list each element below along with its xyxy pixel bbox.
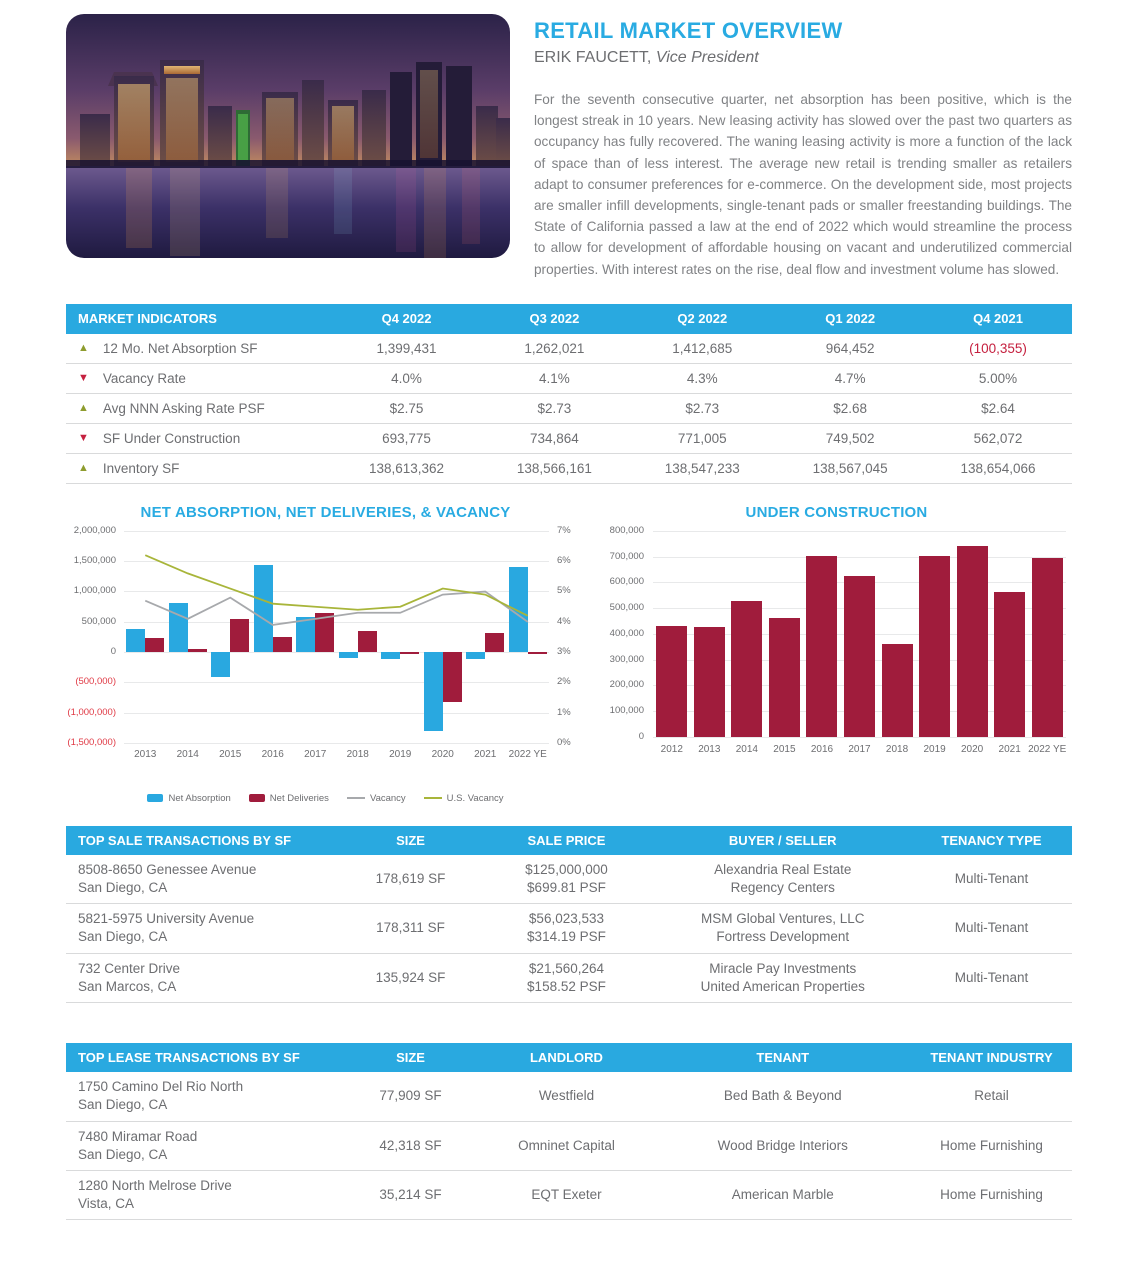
x-axis-label: 2015 [773,743,796,755]
lease-table-body [66,1072,1072,1220]
intro-column [534,14,1072,280]
legend-swatch-net-deliveries [249,794,265,802]
buyer-seller-line: Fortress Development [716,929,850,945]
left-axis-label: (1,500,000) [67,736,116,748]
sale-price-line: $125,000,000 [525,861,608,877]
bar-net-deliveries [273,637,292,652]
overview-paragraph: For the seventh consecutive quarter, net absorption has been positive, which is the longest streak in 10 years. New leasing activity has slowed over the past two quarters as occupancy has fully recovered. The waning leasing activity is more a function of the lack of space than of less interest. The average new retail is trending smaller as retailers adapt to consumer preferences for e-commerce. On the development side, most projects are smaller infill developments, single-tenant pads or smaller freestanding buildings. The State of California passed a law at the end of 2022 which would streamline the process to allow for development of affordable housing on vacant and underutilized commercial properties. With interest rates on the rise, deal flow and investment volume has slowed. [534,92,1072,277]
bar-net-deliveries [230,619,249,652]
net-absorption-chart [66,504,585,804]
buyer-seller-line: Miracle Pay Investments [709,960,857,976]
table-row [66,954,1072,1003]
size: 135,924 SF [375,969,446,985]
indicator-label: Inventory SF [102,460,180,476]
tenancy-type: Multi-Tenant [954,969,1029,985]
chart-title-left: NET ABSORPTION, NET DELIVERIES, & VACANCY [140,503,511,521]
right-axis-label: 6% [557,555,571,567]
x-axis-label: 2020 [961,743,984,755]
bar-plot-area [601,524,1072,771]
x-axis-label: 2019 [389,748,412,760]
y-axis-label: 800,000 [609,524,644,536]
gridline [124,713,549,714]
indicator-value: 4.1% [539,370,570,386]
property-address-line: 1750 Camino Del Rio North [78,1079,244,1095]
sale-price [478,910,654,946]
table-title: TOP SALE TRANSACTIONS BY SF [78,832,292,848]
legend-label: Net Deliveries [269,792,329,804]
indicator-row [66,394,1072,424]
bar-net-absorption [126,629,145,652]
property-address-line: 5821-5975 University Avenue [78,911,255,927]
indicator-value: 138,566,161 [516,460,592,476]
bar-net-absorption [169,603,188,652]
bar-under-construction [731,601,762,737]
x-axis-label: 2021 [998,743,1021,755]
indicator-value: 5.00% [978,370,1018,386]
bar-net-absorption [339,652,358,658]
tenancy-type: Multi-Tenant [954,870,1029,886]
left-axis-label: 2,000,000 [73,524,116,536]
y-axis-label: 200,000 [609,679,644,691]
tenant: American Marble [731,1187,834,1203]
market-indicators-body [66,334,1072,484]
indicator-value: 1,412,685 [672,340,733,356]
buyer-seller-line: Regency Centers [730,880,835,896]
legend-label: U.S. Vacancy [446,792,504,804]
left-axis-label: 0 [110,645,116,657]
sale-price-line: $56,023,533 [528,911,604,927]
gridline [653,557,1066,558]
bar-under-construction [694,627,725,736]
table-title: TOP LEASE TRANSACTIONS BY SF [78,1050,300,1066]
legend-item [347,793,406,804]
indicator-label: 12 Mo. Net Absorption SF [102,340,258,356]
author-role: Vice President [655,49,759,66]
buyer-seller-line: United American Properties [700,978,865,994]
y-axis-label: 300,000 [609,653,644,665]
sale-price [478,861,654,897]
indicator-value: 1,262,021 [524,340,585,356]
indicator-label-cell [66,371,333,386]
indicator-row [66,424,1072,454]
sale-table-header [66,826,1072,855]
indicator-value: 138,547,233 [664,460,740,476]
legend-label: Net Absorption [168,792,231,804]
x-axis-label: 2018 [346,748,369,760]
left-axis-label: (1,000,000) [67,706,116,718]
column-header: BUYER / SELLER [728,832,837,848]
indicator-value: $2.64 [981,400,1015,416]
byline [534,49,1072,67]
bar-net-deliveries [145,638,164,652]
bar-under-construction [919,556,950,737]
bar-under-construction [806,556,837,737]
property-address-line: San Diego, CA [78,880,168,896]
indicator-value: (100,355) [969,340,1027,356]
trend-up-icon: ▲ [78,341,89,354]
property-address [66,910,343,946]
lease-table-header [66,1043,1072,1072]
legend-item [424,793,504,804]
trend-down-icon: ▼ [78,431,89,444]
bar-net-deliveries [443,652,462,702]
bar-net-deliveries [485,633,504,652]
tenant: Bed Bath & Beyond [723,1088,842,1104]
gridline [124,531,549,532]
property-address-line: 732 Center Drive [78,960,181,976]
table-row [66,1171,1072,1220]
property-address-line: Vista, CA [78,1196,135,1212]
market-indicators-table [66,304,1072,484]
indicator-label: SF Under Construction [102,430,241,446]
size: 178,311 SF [376,920,445,936]
property-address-line: San Diego, CA [78,929,168,945]
property-address-line: 1280 North Melrose Drive [78,1178,232,1194]
column-header: TENANT [756,1050,810,1066]
y-axis-label: 600,000 [609,576,644,588]
sale-price-line: $21,560,264 [528,960,604,976]
bar-under-construction [994,592,1025,737]
x-axis-label: 2014 [176,748,199,760]
tenancy-type: Multi-Tenant [954,920,1029,936]
y-axis-label: 100,000 [609,705,644,717]
size: 77,909 SF [379,1088,442,1104]
tenant: Wood Bridge Interiors [717,1137,848,1153]
property-address [66,1128,343,1164]
tenant-industry: Retail [974,1088,1009,1104]
indicator-label: Avg NNN Asking Rate PSF [102,400,265,416]
indicator-value: $2.68 [833,400,868,416]
buyer-seller [654,960,911,996]
property-address-line: San Diego, CA [78,1097,168,1113]
bar-under-construction [1032,558,1063,737]
bar-under-construction [957,546,988,737]
trend-up-icon: ▲ [78,401,89,414]
market-indicators-header [66,304,1072,334]
indicator-value: 562,072 [973,430,1023,446]
indicator-value: 138,654,066 [960,460,1036,476]
tenant-industry: Home Furnishing [940,1137,1043,1153]
gridline [124,591,549,592]
chart-title-right: UNDER CONSTRUCTION [745,503,928,521]
property-address-line: 8508-8650 Genessee Avenue [78,861,257,877]
indicator-value: 138,613,362 [368,460,445,476]
gridline [653,531,1066,532]
quarter-header: Q1 2022 [825,311,876,327]
chart-legend [66,793,585,804]
table-row [66,1072,1072,1121]
landlord: Omninet Capital [518,1137,615,1153]
gridline [124,622,549,623]
property-address [66,1177,343,1213]
top-lease-transactions-table [66,1043,1072,1220]
bar-net-absorption [424,652,443,731]
legend-item [249,793,329,804]
property-address [66,960,343,996]
under-construction-chart [601,504,1072,804]
x-axis-label: 2018 [885,743,909,755]
right-axis-label: 3% [557,645,571,657]
bar-net-deliveries [358,631,377,652]
sale-price-line: $699.81 PSF [527,880,606,896]
bar-under-construction [882,644,913,737]
legend-swatch-u-s-vacancy [424,797,442,799]
indicator-label-cell [66,341,333,356]
size: 35,214 SF [379,1187,442,1203]
indicator-value: 693,775 [382,430,431,446]
gridline [124,743,549,744]
x-axis-label: 2013 [134,748,157,760]
bar-net-absorption [254,565,273,652]
gridline [124,682,549,683]
legend-swatch-net-absorption [147,794,163,802]
indicator-value: 4.3% [686,370,718,386]
quarter-header: Q4 2022 [381,311,432,327]
left-axis-label: 1,000,000 [73,585,116,597]
x-axis-label: 2021 [474,748,497,760]
indicator-row [66,364,1072,394]
bar-net-deliveries [400,652,419,654]
x-axis-label: 2020 [431,748,454,760]
column-header: SIZE [396,1050,425,1066]
right-axis-label: 5% [557,585,571,597]
bar-net-deliveries [528,652,547,654]
indicator-value: 734,864 [529,430,579,446]
trend-down-icon: ▼ [78,371,89,384]
sale-price-line: $314.19 PSF [527,929,606,945]
bar-net-absorption [509,567,528,652]
bar-net-deliveries [188,649,207,652]
bar-under-construction [656,626,687,737]
indicator-row [66,334,1072,364]
gridline [124,561,549,562]
gridline [124,652,549,653]
legend-item [147,793,230,804]
x-axis-label: 2019 [923,743,946,755]
landlord: EQT Exeter [531,1187,602,1203]
left-axis-label: 1,500,000 [73,555,116,567]
x-axis-label: 2022 YE [1028,743,1067,755]
x-axis-label: 2017 [848,743,871,755]
indicators-title: MARKET INDICATORS [78,311,217,327]
right-axis-label: 1% [557,706,571,718]
indicator-label-cell [66,461,333,476]
indicator-value: 771,005 [677,430,727,446]
top-sale-transactions-table [66,826,1072,1003]
author-name: ERIK FAUCETT, [534,49,652,66]
gridline [653,737,1066,738]
page-title: RETAIL MARKET OVERVIEW [534,18,843,43]
legend-swatch-vacancy [347,797,365,799]
indicator-value: 1,399,431 [376,340,437,356]
x-axis-label: 2016 [261,748,284,760]
sale-table-body [66,855,1072,1003]
quarter-header: Q3 2022 [529,311,580,327]
x-axis-label: 2015 [219,748,242,760]
trend-up-icon: ▲ [78,461,89,474]
x-axis-label: 2013 [698,743,721,755]
column-header: SIZE [396,832,425,848]
bar-under-construction [769,618,800,737]
bar-under-construction [844,576,875,737]
size: 42,318 SF [379,1137,442,1153]
indicator-row [66,454,1072,484]
skyline-photo [66,14,510,258]
bar-net-deliveries [315,613,334,652]
left-axis-label: 500,000 [81,615,116,627]
x-axis-label: 2016 [810,743,834,755]
left-axis-label: (500,000) [75,676,116,688]
y-axis-label: 0 [638,730,644,742]
bar-net-absorption [296,617,315,652]
y-axis-label: 500,000 [609,602,644,614]
indicator-value: 4.0% [391,370,422,386]
y-axis-label: 400,000 [609,627,644,639]
column-header: TENANT INDUSTRY [930,1050,1053,1066]
quarter-header: Q2 2022 [677,311,728,327]
x-axis-label: 2012 [660,743,683,755]
property-address-line: San Marcos, CA [78,978,177,994]
buyer-seller-line: Alexandria Real Estate [714,861,852,877]
charts-section [66,504,1072,804]
bar-net-absorption [466,652,485,659]
x-axis-label: 2014 [735,743,758,755]
column-header: SALE PRICE [527,832,606,848]
indicator-value: $2.73 [537,400,572,416]
bar-net-absorption [211,652,230,677]
landlord: Westfield [538,1088,595,1104]
property-address-line: San Diego, CA [78,1146,168,1162]
indicator-value: 138,567,045 [812,460,888,476]
x-axis-label: 2017 [304,748,327,760]
right-axis-label: 4% [557,615,571,627]
indicator-label: Vacancy Rate [102,370,186,386]
table-row [66,904,1072,953]
property-address [66,1078,343,1114]
indicator-value: 4.7% [834,370,866,386]
x-axis-label: 2022 YE [508,748,547,760]
buyer-seller [654,910,911,946]
bar-net-absorption [381,652,400,659]
indicator-label-cell [66,401,333,416]
column-header: TENANCY TYPE [941,832,1042,848]
sale-price [478,960,654,996]
line-vacancy [145,591,528,624]
indicator-label-cell [66,431,333,446]
sale-price-line: $158.52 PSF [527,978,606,994]
skyline-illustration [66,14,510,258]
property-address-line: 7480 Miramar Road [78,1128,198,1144]
table-row [66,1122,1072,1171]
right-axis-label: 7% [557,524,571,536]
right-axis-label: 2% [557,676,571,688]
buyer-seller-line: MSM Global Ventures, LLC [700,911,865,927]
legend-label: Vacancy [369,792,406,804]
tenant-industry: Home Furnishing [940,1187,1043,1203]
right-axis-label: 0% [557,736,571,748]
size: 178,619 SF [375,870,446,886]
line-u-s-vacancy [145,555,528,616]
indicator-value: 749,502 [825,430,875,446]
buyer-seller [654,861,911,897]
quarter-header: Q4 2021 [973,311,1023,327]
table-row [66,855,1072,904]
property-address [66,861,343,897]
y-axis-label: 700,000 [609,550,644,562]
indicator-value: $2.73 [685,400,720,416]
header-section [66,14,1072,280]
indicator-value: 964,452 [825,340,875,356]
indicator-value: $2.75 [389,400,424,416]
combo-plot-area [66,524,585,785]
column-header: LANDLORD [529,1050,603,1066]
